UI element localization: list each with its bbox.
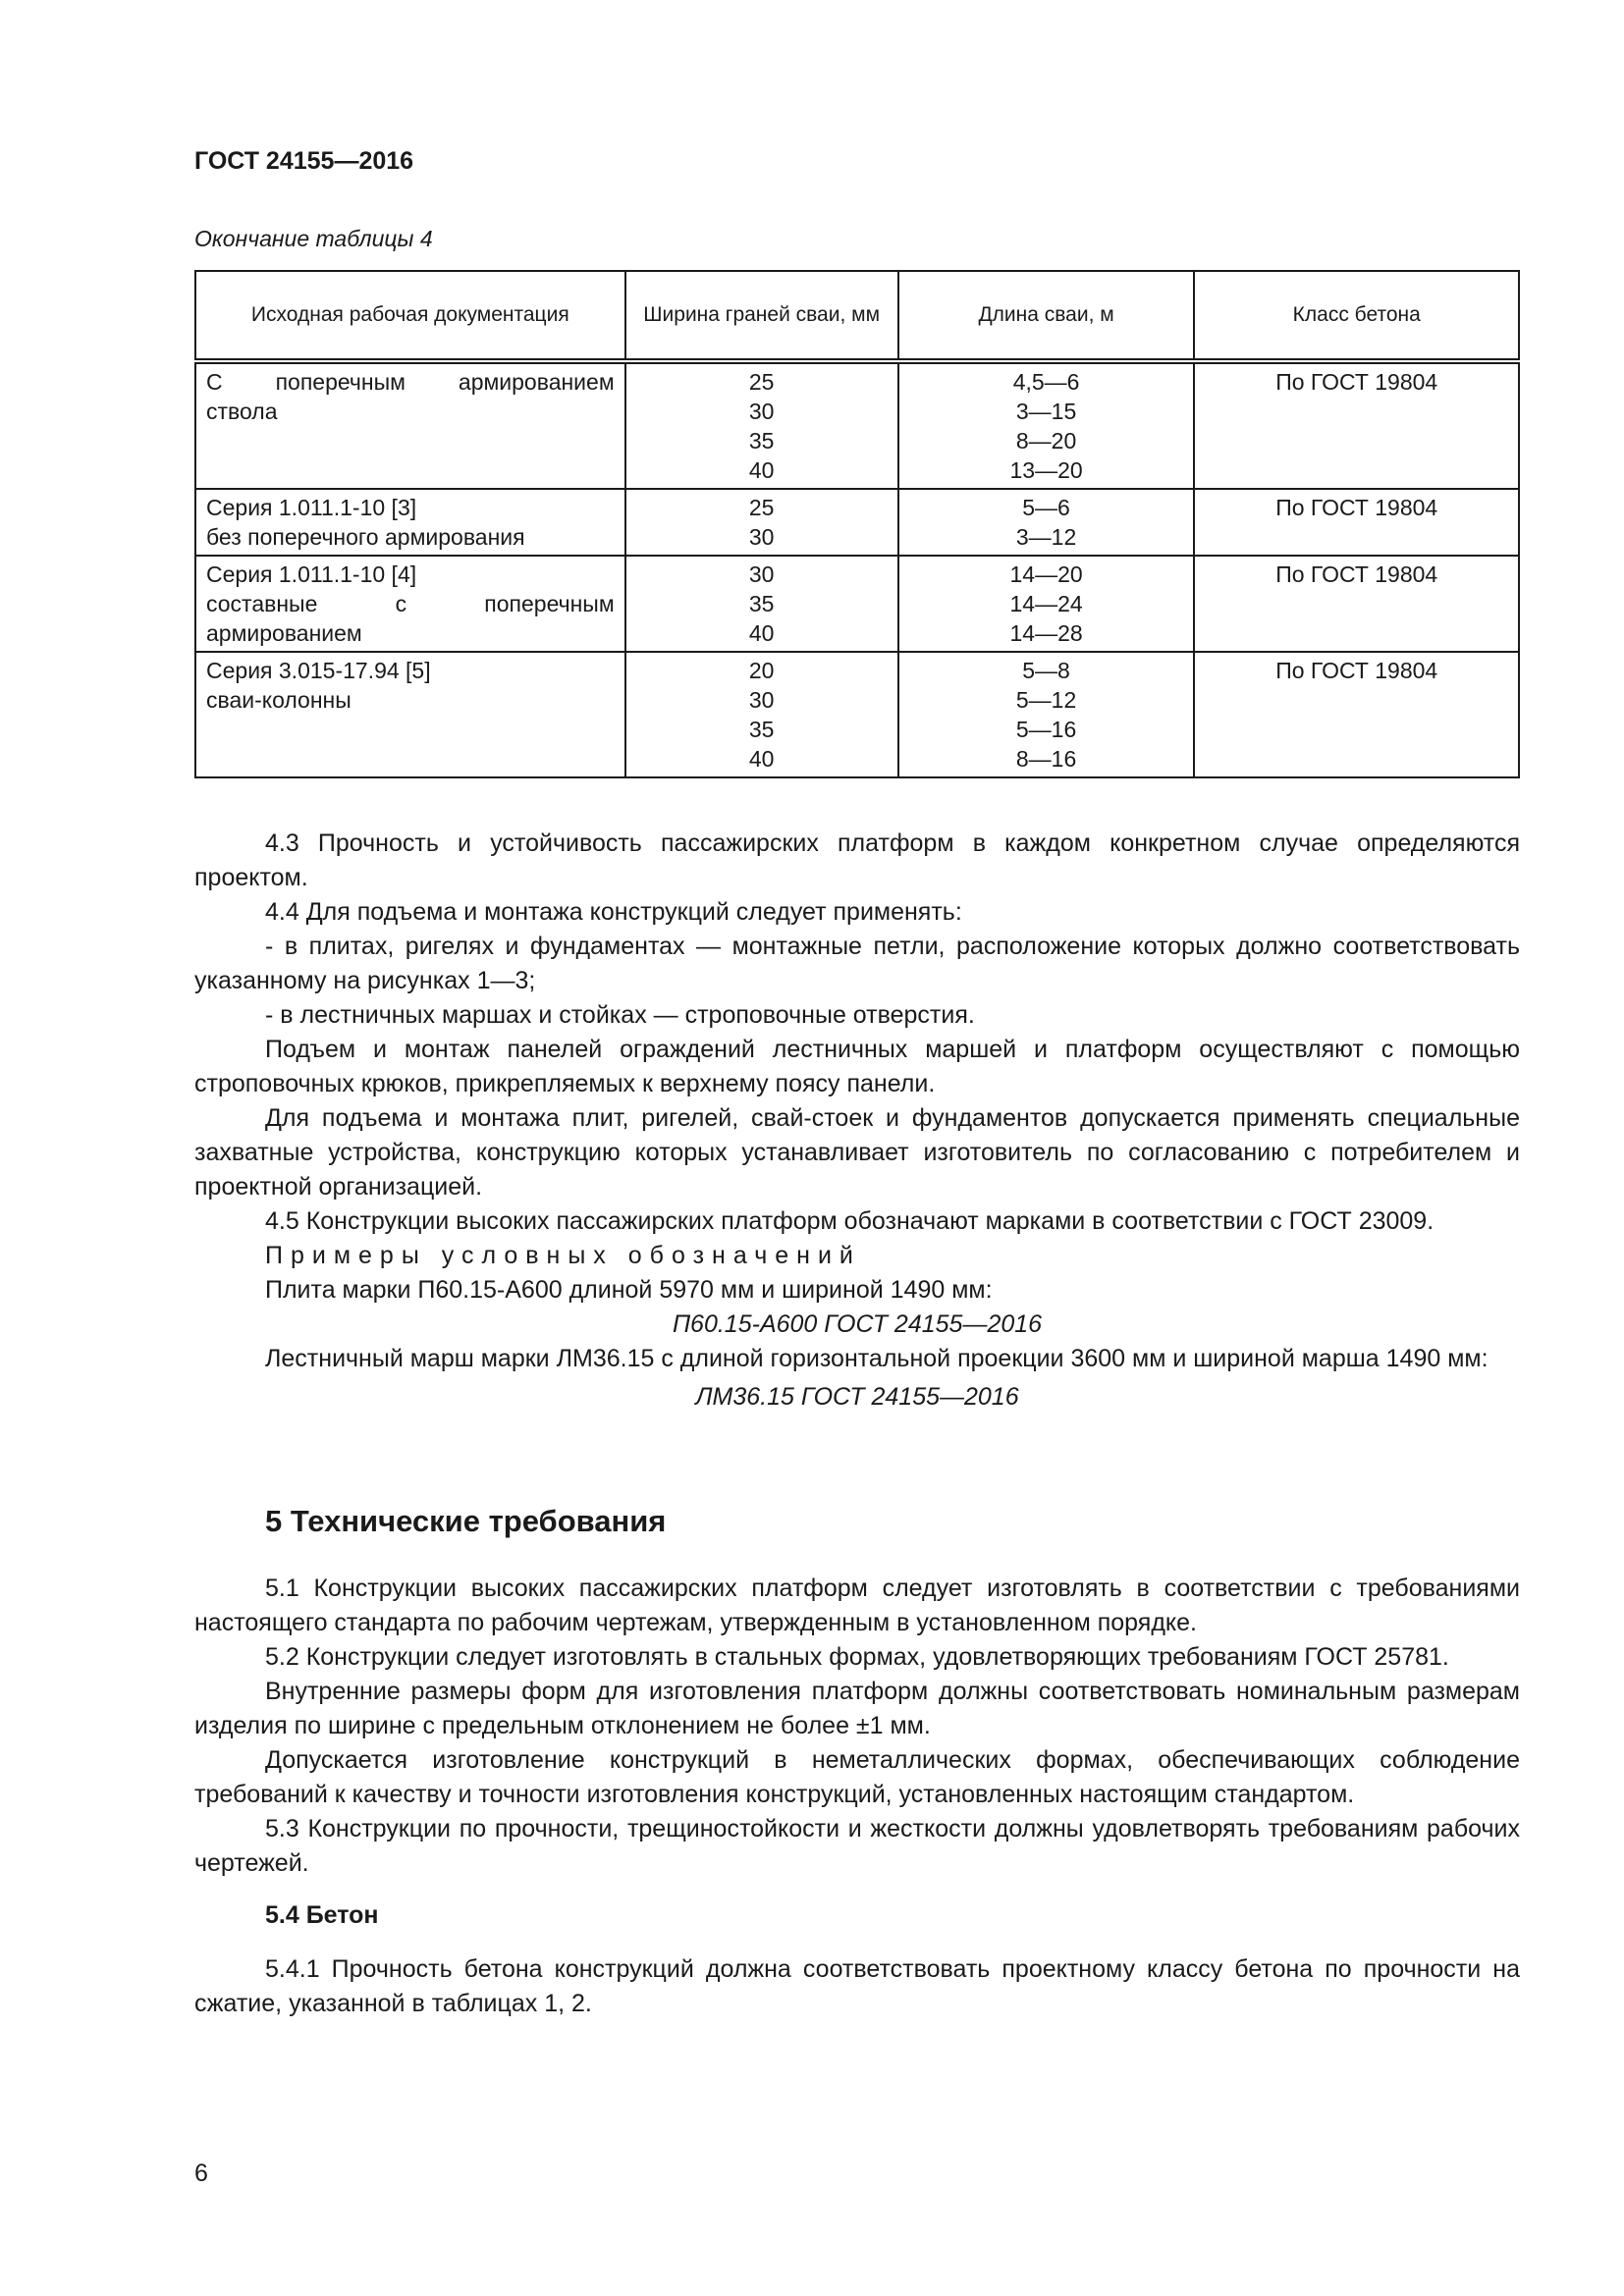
examples-title: Примеры условных обозначений — [265, 1242, 861, 1269]
cell-line: С поперечным армированием — [206, 369, 615, 395]
cell-line: сваи-колонны — [206, 687, 352, 713]
cell-length — [898, 489, 1195, 556]
section-5-text — [194, 1504, 1520, 2021]
example-2-text: Лестничный марш марки ЛМ36.15 с длиной горизонтальной проекции 3600 мм и шириной марша 1490 мм: — [265, 1345, 1489, 1372]
cell-line: 25 — [748, 495, 775, 520]
paragraph-4-4-item-a: - в плитах, ригелях и фундаментах — монтажные петли, расположение которых должно соответствовать указанному на рисунках 1—3; — [194, 933, 1520, 994]
paragraph-5-3: 5.3 Конструкции по прочности, трещиностойкости и жесткости должны удовлетворять требованиям рабочих чертежей. — [194, 1815, 1520, 1877]
paragraph-4-5: 4.5 Конструкции высоких пассажирских платформ обозначают марками в соответствии с ГОСТ 23009. — [265, 1207, 1435, 1235]
subsection-5-4-title: 5.4 Бетон — [265, 1901, 379, 1929]
table-row — [195, 556, 1519, 652]
section-4-text — [194, 827, 1520, 1415]
cell-line: 35 — [748, 717, 775, 742]
paragraph-5-4-1: 5.4.1 Прочность бетона конструкций должна соответствовать проектному классу бетона по прочности на сжатие, указанной в таблицах 1, 2. — [194, 1955, 1520, 2017]
paragraph-4-4: 4.4 Для подъема и монтажа конструкций следует применять: — [265, 898, 962, 926]
cell-line: 8—16 — [1015, 746, 1077, 772]
cell-width — [625, 489, 898, 556]
cell-length — [898, 361, 1195, 489]
paragraph-4-4-item-b: - в лестничных маршах и стойках — строповочные отверстия. — [265, 1001, 975, 1029]
cell-line: 3—12 — [1015, 524, 1077, 550]
cell-line: 14—24 — [1009, 591, 1083, 616]
cell-width — [625, 652, 898, 777]
column-header-width: Ширина граней сваи, мм — [625, 271, 898, 361]
cell-line: 30 — [748, 524, 775, 550]
cell-concrete: По ГОСТ 19804 — [1194, 556, 1519, 652]
paragraph-5-2-nonmetal: Допускается изготовление конструкций в неметаллических формах, обеспечивающих соблюдение требований к качеству и точности изготовления конструкций, установленных настоящим стандартом. — [194, 1746, 1520, 1808]
table-row — [195, 652, 1519, 777]
cell-length — [898, 652, 1195, 777]
cell-length — [898, 556, 1195, 652]
cell-line: 14—28 — [1009, 620, 1083, 646]
paragraph-4-4-devices: Для подъема и монтажа плит, ригелей, свай-стоек и фундаментов допускается применять специальные захватные устройства, конструкцию которых устанавливает изготовитель по согласованию с потребителем и проектной организацией. — [194, 1104, 1520, 1201]
table-row — [195, 361, 1519, 489]
table-caption: Окончание таблицы 4 — [194, 226, 433, 251]
cell-line: без поперечного армирования — [206, 524, 525, 550]
paragraph-5-1: 5.1 Конструкции высоких пассажирских платформ следует изготовлять в соответствии с требованиями настоящего стандарта по рабочим чертежам, утвержденным в установленном порядке. — [194, 1575, 1520, 1636]
cell-line: Серия 1.011.1-10 [4] — [206, 561, 417, 587]
piles-table — [194, 270, 1520, 778]
cell-line: 35 — [748, 591, 775, 616]
section-5-title: 5 Технические требования — [265, 1504, 667, 1538]
table-row — [195, 489, 1519, 556]
cell-line: 3—15 — [1015, 399, 1077, 424]
cell-documentation — [195, 489, 625, 556]
table-header-row — [195, 271, 1519, 361]
column-header-documentation: Исходная рабочая документация — [195, 271, 625, 361]
paragraph-4-3: 4.3 Прочность и устойчивость пассажирских платформ в каждом конкретном случае определяются проектом. — [194, 829, 1520, 891]
cell-line: 40 — [748, 620, 775, 646]
cell-line: 8—20 — [1015, 428, 1077, 454]
example-1-text: Плита марки П60.15-А600 длиной 5970 мм и шириной 1490 мм: — [265, 1276, 993, 1304]
cell-line: армированием — [206, 620, 362, 646]
cell-line: 14—20 — [1009, 561, 1083, 587]
cell-line: Серия 1.011.1-10 [3] — [206, 495, 417, 520]
cell-concrete: По ГОСТ 19804 — [1194, 361, 1519, 489]
example-1-mark: П60.15-А600 ГОСТ 24155—2016 — [672, 1310, 1043, 1338]
cell-line: 40 — [748, 746, 775, 772]
cell-line: 4,5—6 — [1012, 369, 1080, 395]
cell-line: 13—20 — [1009, 457, 1083, 483]
cell-line: 5—12 — [1015, 687, 1077, 713]
paragraph-5-2: 5.2 Конструкции следует изготовлять в стальных формах, удовлетворяющих требованиям ГОСТ 25781. — [265, 1643, 1449, 1671]
cell-concrete: По ГОСТ 19804 — [1194, 652, 1519, 777]
cell-line: 5—8 — [1022, 658, 1070, 683]
cell-line: Серия 3.015-17.94 [5] — [206, 658, 431, 683]
cell-documentation — [195, 361, 625, 489]
cell-line: 40 — [748, 457, 775, 483]
column-header-length: Длина сваи, м — [898, 271, 1195, 361]
cell-documentation — [195, 556, 625, 652]
cell-line: 25 — [748, 369, 775, 395]
cell-line: 30 — [748, 561, 775, 587]
example-2-mark: ЛМ36.15 ГОСТ 24155—2016 — [695, 1383, 1019, 1411]
cell-line: 20 — [748, 658, 775, 683]
cell-line: ствола — [206, 399, 278, 424]
cell-line: 5—16 — [1015, 717, 1077, 742]
cell-width — [625, 361, 898, 489]
column-header-concrete: Класс бетона — [1194, 271, 1519, 361]
cell-concrete: По ГОСТ 19804 — [1194, 489, 1519, 556]
paragraph-4-4-panels: Подъем и монтаж панелей ограждений лестничных маршей и платформ осуществляют с помощью строповочных крюков, прикрепляемых к верхнему поясу панели. — [194, 1036, 1520, 1097]
cell-documentation — [195, 652, 625, 777]
document-id: ГОСТ 24155—2016 — [194, 147, 414, 175]
paragraph-5-2-sizes: Внутренние размеры форм для изготовления платформ должны соответствовать номинальным размерам изделия по ширине с предельным отклонением не более ±1 мм. — [194, 1678, 1520, 1739]
cell-line: 30 — [748, 399, 775, 424]
cell-line: 30 — [748, 687, 775, 713]
cell-line: составные с поперечным — [206, 591, 615, 616]
cell-line: 35 — [748, 428, 775, 454]
page-number: 6 — [194, 2160, 208, 2187]
cell-width — [625, 556, 898, 652]
cell-line: 5—6 — [1022, 495, 1070, 520]
